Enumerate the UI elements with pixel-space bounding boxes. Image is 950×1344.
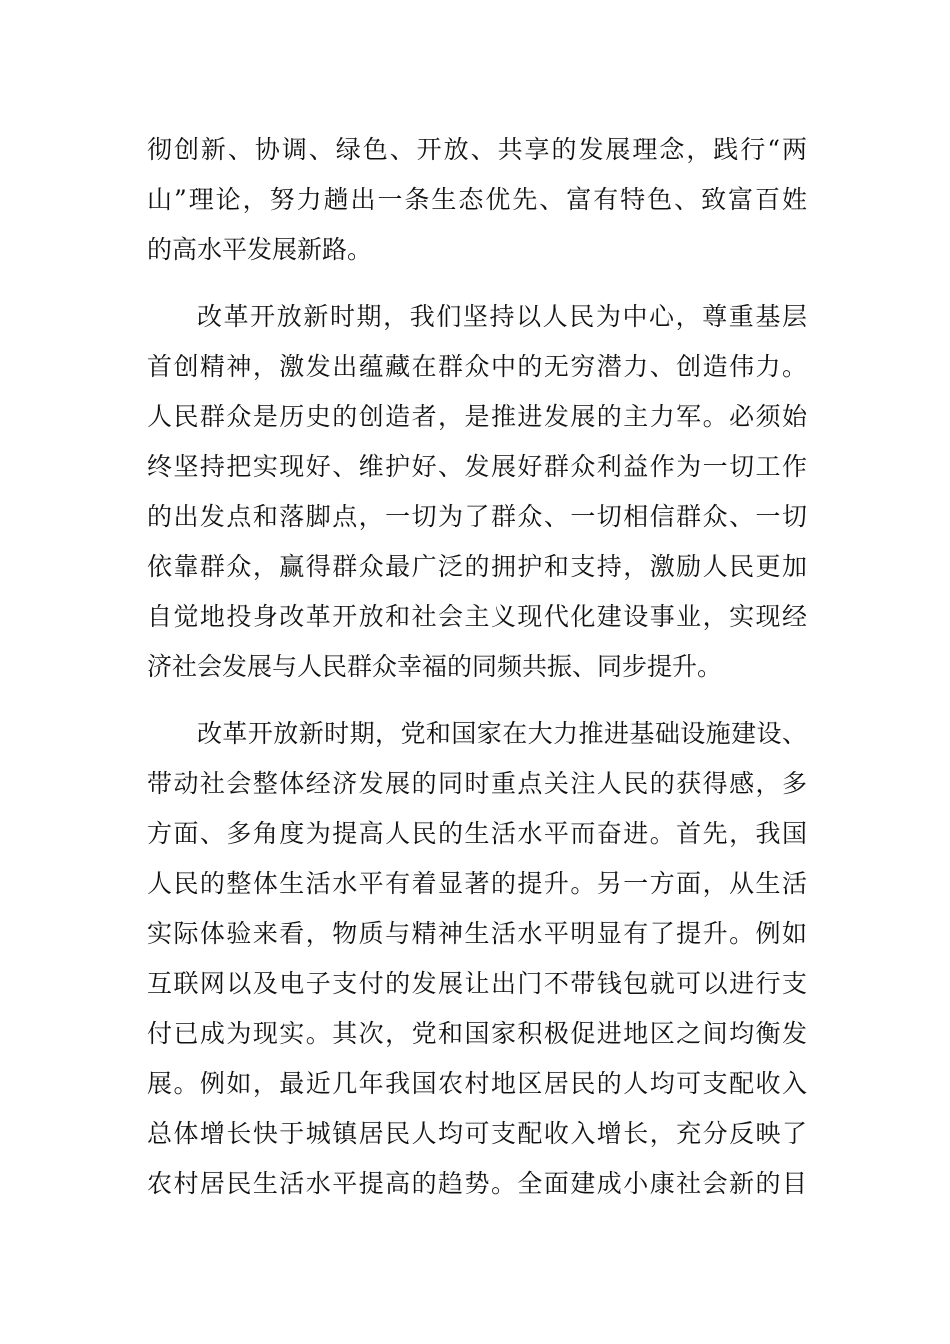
paragraph-2-line-7: 自觉地投身改革开放和社会主义现代化建设事业，实现经 [147, 602, 807, 631]
paragraph-3-line-6: 互联网以及电子支付的发展让出门不带钱包就可以进行支 [147, 969, 807, 998]
paragraph-3-line-1: 改革开放新时期，党和国家在大力推进基础设施建设、 [197, 719, 807, 748]
paragraph-3-line-4: 人民的整体生活水平有着显著的提升。另一方面，从生活 [147, 869, 807, 898]
paragraph-2-line-5: 的出发点和落脚点，一切为了群众、一切相信群众、一切 [147, 502, 807, 531]
paragraph-3-line-3: 方面、多角度为提高人民的生活水平而奋进。首先，我国 [147, 819, 807, 848]
paragraph-2-line-8: 济社会发展与人民群众幸福的同频共振、同步提升。 [147, 652, 723, 681]
paragraph-3-line-10: 农村居民生活水平提高的趋势。全面建成小康社会新的目 [147, 1169, 807, 1198]
paragraph-3-line-5: 实际体验来看，物质与精神生活水平明显有了提升。例如 [147, 919, 807, 948]
paragraph-2-line-6: 依靠群众，赢得群众最广泛的拥护和支持，激励人民更加 [147, 552, 807, 581]
paragraph-1-line-1: 彻创新、协调、绿色、开放、共享的发展理念，践行“两 [147, 135, 807, 164]
paragraph-2-line-1: 改革开放新时期，我们坚持以人民为中心，尊重基层 [197, 302, 807, 331]
paragraph-2-line-4: 终坚持把实现好、维护好、发展好群众利益作为一切工作 [147, 452, 807, 481]
paragraph-2-line-2: 首创精神，激发出蕴藏在群众中的无穷潜力、创造伟力。 [147, 352, 807, 381]
paragraph-3-line-8: 展。例如，最近几年我国农村地区居民的人均可支配收入 [147, 1069, 807, 1098]
paragraph-1-line-2: 山”理论，努力趟出一条生态优先、富有特色、致富百姓 [147, 185, 807, 214]
paragraph-3-line-9: 总体增长快于城镇居民人均可支配收入增长，充分反映了 [147, 1119, 807, 1148]
paragraph-2-line-3: 人民群众是历史的创造者，是推进发展的主力军。必须始 [147, 402, 807, 431]
paragraph-1-line-3: 的高水平发展新路。 [147, 235, 373, 264]
paragraph-3-line-2: 带动社会整体经济发展的同时重点关注人民的获得感，多 [147, 769, 807, 798]
paragraph-3-line-7: 付已成为现实。其次，党和国家积极促进地区之间均衡发 [147, 1019, 807, 1048]
